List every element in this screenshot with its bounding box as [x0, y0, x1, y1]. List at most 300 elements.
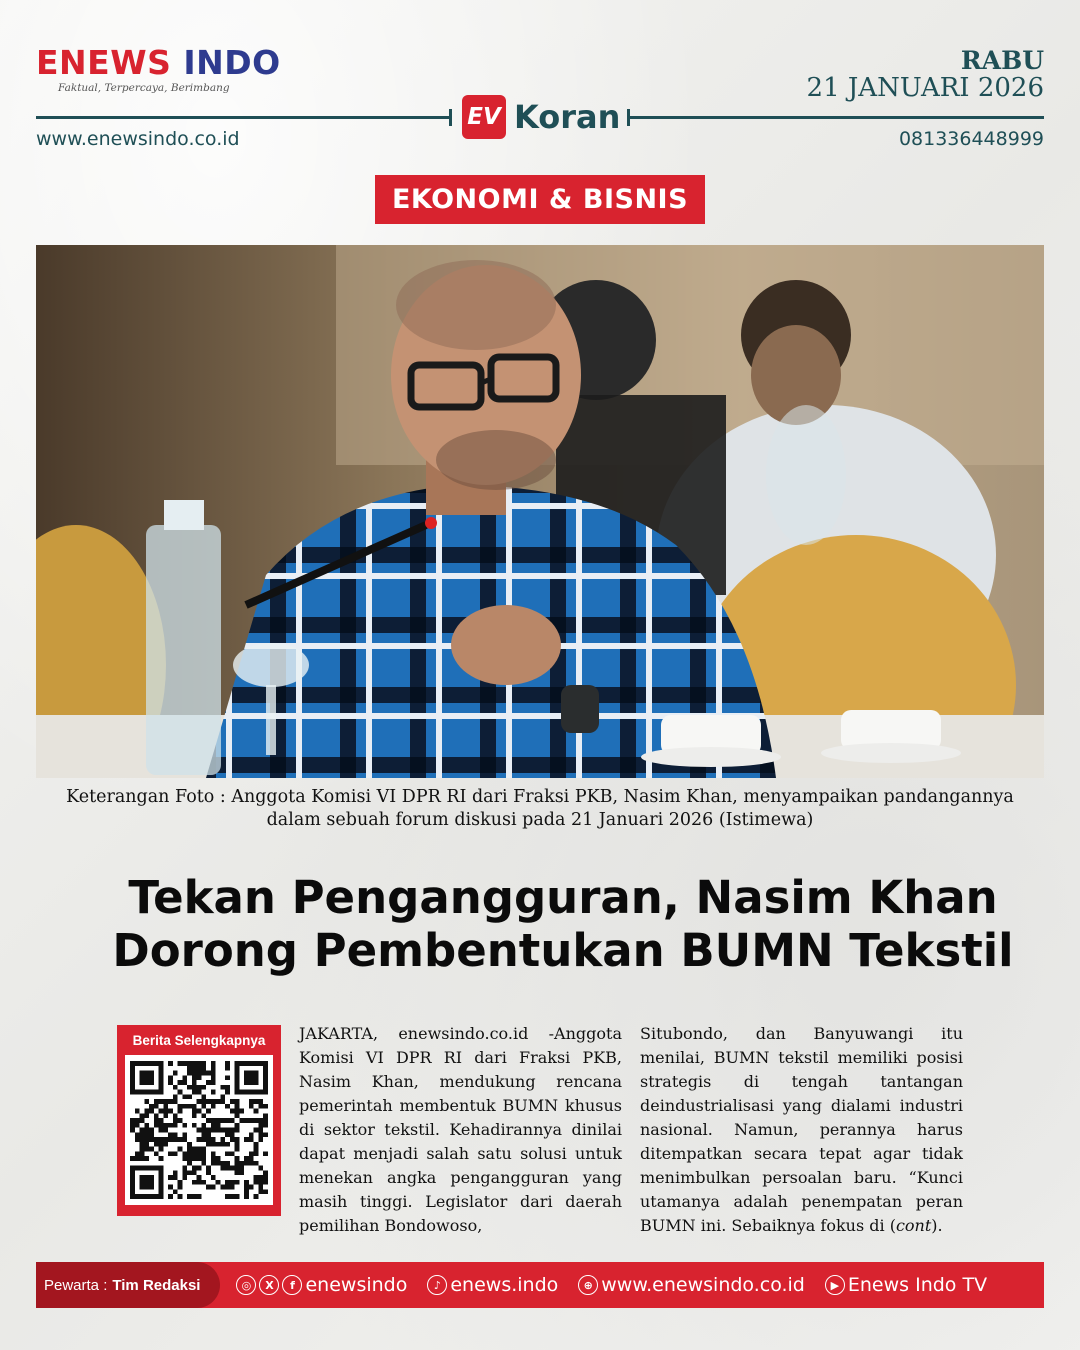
- qr-module: [192, 1085, 197, 1090]
- qr-module: [135, 1132, 140, 1137]
- qr-module: [263, 1132, 268, 1137]
- reporter-name: Tim Redaksi: [112, 1276, 201, 1294]
- qr-module: [154, 1090, 159, 1095]
- qr-module: [182, 1170, 187, 1175]
- qr-module: [211, 1128, 216, 1133]
- qr-module: [201, 1113, 206, 1118]
- qr-module: [263, 1071, 268, 1076]
- qr-module: [225, 1166, 230, 1171]
- qr-module: [258, 1189, 263, 1194]
- qr-module: [225, 1104, 230, 1109]
- qr-module: [211, 1090, 216, 1095]
- qr-module: [182, 1132, 187, 1137]
- qr-module: [130, 1066, 135, 1071]
- qr-module: [211, 1185, 216, 1190]
- qr-module: [182, 1123, 187, 1128]
- qr-module: [163, 1128, 168, 1133]
- social-tiktok[interactable]: [427, 1274, 558, 1296]
- qr-code-graphic: [130, 1061, 268, 1199]
- qr-module: [130, 1180, 135, 1185]
- qr-module: [258, 1175, 263, 1180]
- qr-module: [225, 1161, 230, 1166]
- qr-module: [216, 1142, 221, 1147]
- qr-module: [244, 1194, 249, 1199]
- contact-phone: 081336448999: [898, 128, 1044, 150]
- qr-module: [239, 1061, 244, 1066]
- qr-module: [187, 1156, 192, 1161]
- qr-module: [159, 1185, 164, 1190]
- qr-module: [244, 1185, 249, 1190]
- qr-module: [144, 1142, 149, 1147]
- qr-module: [220, 1185, 225, 1190]
- qr-module: [178, 1180, 183, 1185]
- qr-module: [140, 1075, 145, 1080]
- article-column-2-text: Situbondo, dan Banyuwangi itu menilai, BUMN tekstil memiliki posisi strategis di tengah tantangan deindustrialisasi yang dialami industri nasional. Namun, perannya harus ditempatkan secara tepat agar tidak menimbulkan persoalan baru. “Kunci utamanya adalah penempatan peran BUMN ini. Sebaiknya fokus di (: [640, 1024, 963, 1235]
- qr-module: [201, 1123, 206, 1128]
- qr-module: [239, 1166, 244, 1171]
- qr-module: [192, 1151, 197, 1156]
- qr-module: [135, 1123, 140, 1128]
- qr-module: [182, 1061, 187, 1066]
- qr-module: [159, 1142, 164, 1147]
- qr-module: [201, 1147, 206, 1152]
- qr-module: [244, 1137, 249, 1142]
- qr-module: [154, 1137, 159, 1142]
- qr-module: [225, 1180, 230, 1185]
- qr-module: [182, 1075, 187, 1080]
- qr-module: [230, 1128, 235, 1133]
- qr-module: [206, 1142, 211, 1147]
- qr-module: [235, 1166, 240, 1171]
- qr-module: [178, 1147, 183, 1152]
- qr-module: [130, 1194, 135, 1199]
- qr-module: [254, 1109, 259, 1114]
- qr-module: [197, 1075, 202, 1080]
- qr-module: [144, 1175, 149, 1180]
- qr-module: [244, 1061, 249, 1066]
- qr-module: [140, 1156, 145, 1161]
- qr-module: [159, 1156, 164, 1161]
- qr-module: [220, 1085, 225, 1090]
- qr-module: [163, 1142, 168, 1147]
- qr-module: [178, 1118, 183, 1123]
- qr-module: [258, 1061, 263, 1066]
- qr-module: [206, 1099, 211, 1104]
- qr-module: [211, 1071, 216, 1076]
- qr-module: [263, 1085, 268, 1090]
- qr-module: [135, 1151, 140, 1156]
- qr-module: [258, 1137, 263, 1142]
- qr-module: [254, 1075, 259, 1080]
- qr-module: [149, 1132, 154, 1137]
- website-url[interactable]: www.enewsindo.co.id: [36, 128, 240, 150]
- qr-module: [178, 1109, 183, 1114]
- qr-module: [206, 1137, 211, 1142]
- qr-module: [173, 1137, 178, 1142]
- rule-cap-right: [627, 109, 630, 126]
- qr-module: [159, 1061, 164, 1066]
- qr-module: [225, 1128, 230, 1133]
- qr-module: [144, 1180, 149, 1185]
- qr-module: [258, 1132, 263, 1137]
- qr-module: [130, 1075, 135, 1080]
- qr-module: [173, 1123, 178, 1128]
- qr-module: [254, 1194, 259, 1199]
- article-column-1: JAKARTA, enewsindo.co.id -Anggota Komisi VI DPR RI dari Fraksi PKB, Nasim Khan, mendukung rencana pemerintah membentuk BUMN khusus di sektor tekstil. Kehadirannya dinilai dapat menjadi salah satu solusi untuk menekan angka pengangguran yang masih tinggi. Legislator dari daerah pemilihan Bondowoso,: [299, 1024, 622, 1235]
- qr-module: [263, 1075, 268, 1080]
- qr-module: [211, 1080, 216, 1085]
- qr-module: [197, 1061, 202, 1066]
- qr-module: [258, 1166, 263, 1171]
- qr-module: [168, 1109, 173, 1114]
- qr-module: [140, 1118, 145, 1123]
- qr-module: [149, 1090, 154, 1095]
- qr-module: [192, 1075, 197, 1080]
- qr-module: [230, 1137, 235, 1142]
- qr-module: [130, 1085, 135, 1090]
- qr-module: [173, 1099, 178, 1104]
- social-instagram-x-facebook[interactable]: [236, 1274, 407, 1296]
- qr-module: [135, 1118, 140, 1123]
- qr-code[interactable]: [125, 1055, 273, 1205]
- qr-module: [182, 1175, 187, 1180]
- qr-module: [211, 1151, 216, 1156]
- social-handle-enewsindo: enewsindo: [305, 1274, 408, 1296]
- qr-module: [192, 1156, 197, 1161]
- qr-module: [197, 1147, 202, 1152]
- qr-module: [235, 1137, 240, 1142]
- qr-module: [263, 1151, 268, 1156]
- qr-module: [178, 1104, 183, 1109]
- qr-module: [159, 1189, 164, 1194]
- qr-module: [225, 1066, 230, 1071]
- qr-module: [149, 1137, 154, 1142]
- qr-module: [168, 1132, 173, 1137]
- brand-word-enews: ENEWS: [36, 43, 172, 82]
- qr-module: [254, 1142, 259, 1147]
- qr-module: [149, 1194, 154, 1199]
- qr-module: [225, 1061, 230, 1066]
- qr-module: [182, 1094, 187, 1099]
- qr-module: [225, 1085, 230, 1090]
- qr-module: [182, 1080, 187, 1085]
- qr-module: [154, 1151, 159, 1156]
- qr-module: [130, 1090, 135, 1095]
- qr-module: [249, 1061, 254, 1066]
- qr-module: [149, 1147, 154, 1152]
- qr-module: [149, 1071, 154, 1076]
- qr-module: [159, 1066, 164, 1071]
- qr-module: [197, 1109, 202, 1114]
- qr-module: [154, 1142, 159, 1147]
- photo-caption: [30, 786, 1050, 832]
- qr-module: [140, 1147, 145, 1152]
- qr-module: [211, 1075, 216, 1080]
- qr-module: [216, 1161, 221, 1166]
- qr-module: [135, 1090, 140, 1095]
- qr-module: [249, 1104, 254, 1109]
- qr-module: [130, 1175, 135, 1180]
- social-youtube[interactable]: [825, 1274, 987, 1296]
- qr-module: [254, 1175, 259, 1180]
- qr-module: [225, 1185, 230, 1190]
- qr-module: [140, 1128, 145, 1133]
- qr-module: [163, 1099, 168, 1104]
- qr-module: [173, 1151, 178, 1156]
- qr-module: [130, 1080, 135, 1085]
- qr-module: [159, 1147, 164, 1152]
- qr-module: [211, 1123, 216, 1128]
- qr-module: [178, 1137, 183, 1142]
- qr-module: [178, 1080, 183, 1085]
- qr-module: [201, 1085, 206, 1090]
- qr-module: [206, 1166, 211, 1171]
- qr-module: [249, 1080, 254, 1085]
- qr-module: [206, 1185, 211, 1190]
- qr-module: [206, 1132, 211, 1137]
- qr-module: [140, 1194, 145, 1199]
- qr-module: [159, 1123, 164, 1128]
- qr-module: [149, 1061, 154, 1066]
- qr-module: [192, 1104, 197, 1109]
- qr-module: [140, 1166, 145, 1171]
- qr-module: [216, 1128, 221, 1133]
- article-column-2-end: ).: [931, 1216, 943, 1235]
- qr-module: [173, 1085, 178, 1090]
- qr-module: [135, 1109, 140, 1114]
- qr-module: [211, 1137, 216, 1142]
- qr-module: [187, 1147, 192, 1152]
- qr-module: [154, 1104, 159, 1109]
- qr-module: [173, 1189, 178, 1194]
- qr-module: [249, 1156, 254, 1161]
- qr-module: [192, 1194, 197, 1199]
- qr-module: [187, 1066, 192, 1071]
- qr-module: [239, 1161, 244, 1166]
- qr-module: [201, 1180, 206, 1185]
- qr-module: [130, 1071, 135, 1076]
- qr-module: [263, 1123, 268, 1128]
- qr-module: [154, 1113, 159, 1118]
- qr-module: [149, 1109, 154, 1114]
- qr-module: [235, 1180, 240, 1185]
- brand-word-indo: INDO: [183, 43, 281, 82]
- qr-module: [197, 1085, 202, 1090]
- qr-module: [211, 1066, 216, 1071]
- qr-module: [197, 1151, 202, 1156]
- qr-module: [168, 1080, 173, 1085]
- qr-module: [159, 1080, 164, 1085]
- brand-logo: [36, 43, 296, 94]
- social-handle-tiktok: enews.indo: [450, 1274, 559, 1296]
- qr-module: [159, 1118, 164, 1123]
- qr-module: [159, 1071, 164, 1076]
- qr-module: [187, 1085, 192, 1090]
- social-website[interactable]: [578, 1274, 805, 1296]
- qr-module: [254, 1071, 259, 1076]
- qr-module: [197, 1137, 202, 1142]
- qr-module: [144, 1061, 149, 1066]
- qr-module: [182, 1166, 187, 1171]
- qr-module: [144, 1080, 149, 1085]
- qr-module: [178, 1194, 183, 1199]
- qr-module: [159, 1075, 164, 1080]
- qr-module: [173, 1132, 178, 1137]
- qr-module: [159, 1194, 164, 1199]
- qr-module: [263, 1061, 268, 1066]
- reporter-credit: [36, 1262, 220, 1308]
- qr-module: [144, 1185, 149, 1190]
- qr-module: [135, 1156, 140, 1161]
- brand-tagline: Faktual, Terpercaya, Berimbang: [58, 82, 230, 94]
- qr-module: [168, 1123, 173, 1128]
- qr-module: [187, 1094, 192, 1099]
- qr-module: [244, 1075, 249, 1080]
- qr-module: [249, 1161, 254, 1166]
- qr-module: [206, 1071, 211, 1076]
- qr-module: [130, 1189, 135, 1194]
- qr-module: [230, 1185, 235, 1190]
- qr-module: [192, 1109, 197, 1114]
- qr-module: [235, 1109, 240, 1114]
- qr-module: [249, 1185, 254, 1190]
- qr-module: [244, 1156, 249, 1161]
- qr-module: [201, 1071, 206, 1076]
- qr-module: [187, 1104, 192, 1109]
- qr-module: [201, 1137, 206, 1142]
- qr-module: [159, 1099, 164, 1104]
- qr-module: [220, 1166, 225, 1171]
- qr-module: [201, 1099, 206, 1104]
- qr-module: [220, 1161, 225, 1166]
- news-photo: [36, 245, 1044, 778]
- qr-module: [230, 1099, 235, 1104]
- qr-module: [244, 1071, 249, 1076]
- qr-module: [220, 1142, 225, 1147]
- qr-module: [230, 1194, 235, 1199]
- qr-module: [149, 1128, 154, 1133]
- qr-module: [263, 1066, 268, 1071]
- qr-module: [254, 1151, 259, 1156]
- qr-module: [154, 1099, 159, 1104]
- qr-module: [201, 1161, 206, 1166]
- qr-module: [235, 1104, 240, 1109]
- qr-module: [163, 1109, 168, 1114]
- qr-module: [239, 1090, 244, 1095]
- headline-line-1: Tekan Pengangguran, Nasim Khan: [128, 871, 998, 924]
- qr-module: [163, 1113, 168, 1118]
- section-badge: EKONOMI & BISNIS: [375, 175, 705, 224]
- qr-module: [149, 1185, 154, 1190]
- header-rule-left: [36, 116, 452, 119]
- qr-module: [135, 1194, 140, 1199]
- qr-module: [235, 1123, 240, 1128]
- qr-module: [258, 1118, 263, 1123]
- qr-module: [258, 1128, 263, 1133]
- qr-module: [206, 1080, 211, 1085]
- qr-module: [168, 1185, 173, 1190]
- footer-website: www.enewsindo.co.id: [601, 1274, 805, 1296]
- qr-module: [149, 1080, 154, 1085]
- qr-module: [244, 1090, 249, 1095]
- qr-module: [159, 1166, 164, 1171]
- qr-card[interactable]: [117, 1025, 281, 1216]
- qr-module: [263, 1113, 268, 1118]
- qr-module: [239, 1170, 244, 1175]
- qr-module: [159, 1085, 164, 1090]
- qr-module: [220, 1137, 225, 1142]
- qr-module: [254, 1147, 259, 1152]
- qr-module: [140, 1175, 145, 1180]
- qr-module: [254, 1161, 259, 1166]
- qr-module: [254, 1099, 259, 1104]
- qr-module: [168, 1137, 173, 1142]
- qr-module: [163, 1104, 168, 1109]
- qr-module: [173, 1118, 178, 1123]
- qr-module: [258, 1185, 263, 1190]
- qr-module: [263, 1118, 268, 1123]
- qr-module: [187, 1161, 192, 1166]
- qr-module: [149, 1166, 154, 1171]
- qr-module: [130, 1156, 135, 1161]
- qr-module: [144, 1132, 149, 1137]
- tiktok-icon: ♪: [427, 1275, 447, 1295]
- qr-module: [144, 1147, 149, 1152]
- qr-module: [230, 1109, 235, 1114]
- qr-module: [263, 1090, 268, 1095]
- qr-module: [230, 1166, 235, 1171]
- qr-module: [211, 1104, 216, 1109]
- qr-module: [144, 1109, 149, 1114]
- qr-module: [159, 1128, 164, 1133]
- qr-module: [197, 1066, 202, 1071]
- qr-module: [254, 1061, 259, 1066]
- qr-module: [140, 1071, 145, 1076]
- qr-module: [211, 1156, 216, 1161]
- qr-module: [244, 1189, 249, 1194]
- qr-module: [144, 1123, 149, 1128]
- qr-module: [130, 1128, 135, 1133]
- qr-module: [263, 1180, 268, 1185]
- qr-module: [154, 1166, 159, 1171]
- qr-module: [254, 1080, 259, 1085]
- qr-module: [235, 1156, 240, 1161]
- qr-module: [187, 1151, 192, 1156]
- qr-module: [192, 1071, 197, 1076]
- article-headline: [60, 872, 1066, 977]
- qr-module: [235, 1080, 240, 1085]
- qr-module: [144, 1194, 149, 1199]
- qr-module: [192, 1170, 197, 1175]
- qr-module: [201, 1128, 206, 1133]
- qr-module: [225, 1090, 230, 1095]
- qr-module: [192, 1080, 197, 1085]
- qr-module: [258, 1123, 263, 1128]
- qr-module: [159, 1175, 164, 1180]
- qr-module: [192, 1090, 197, 1095]
- qr-module: [192, 1166, 197, 1171]
- qr-module: [163, 1123, 168, 1128]
- qr-module: [230, 1151, 235, 1156]
- qr-module: [249, 1118, 254, 1123]
- qr-module: [230, 1132, 235, 1137]
- qr-module: [235, 1194, 240, 1199]
- qr-module: [249, 1137, 254, 1142]
- qr-module: [149, 1175, 154, 1180]
- qr-module: [263, 1104, 268, 1109]
- qr-module: [187, 1071, 192, 1076]
- qr-module: [249, 1071, 254, 1076]
